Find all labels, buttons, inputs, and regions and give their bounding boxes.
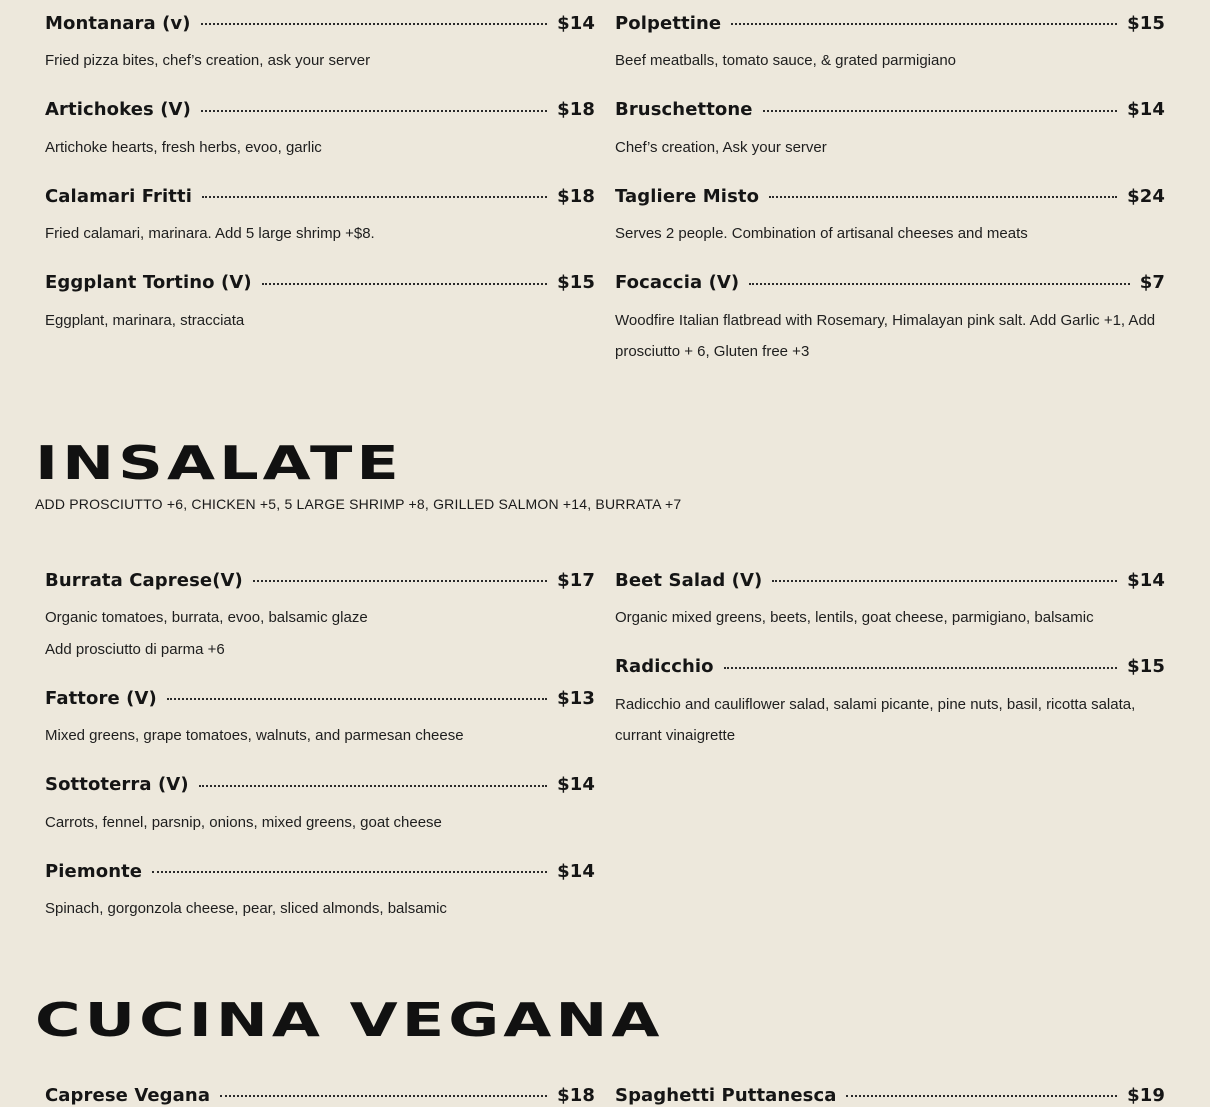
menu-item-price: $14 xyxy=(1127,569,1165,591)
menu-item-description xyxy=(45,218,595,250)
menu-item-header xyxy=(615,271,1165,295)
menu-item-header xyxy=(45,686,595,710)
menu-item-description xyxy=(45,602,595,665)
menu-item-name: Tagliere Misto xyxy=(615,185,760,207)
menu-item-header xyxy=(45,1083,595,1107)
menu-item-name: Spaghetti Puttanesca xyxy=(615,1084,837,1106)
menu-item xyxy=(615,98,1165,185)
leader-dots xyxy=(724,667,1117,669)
cucina-vegana-right-column xyxy=(615,1083,1165,1107)
menu-item-price: $15 xyxy=(1127,12,1165,34)
menu-item-price: $18 xyxy=(557,185,595,207)
menu-item-price: $18 xyxy=(557,1084,595,1106)
menu-item-name: Focaccia (V) xyxy=(615,272,740,293)
menu-item-name: Eggplant Tortino (V) xyxy=(45,272,252,293)
menu-item xyxy=(615,568,1165,655)
insalate-left-column xyxy=(45,568,595,946)
menu-item-description xyxy=(615,689,1165,752)
menu-item-price: $15 xyxy=(557,272,595,293)
menu-item-header xyxy=(45,271,595,295)
menu-item xyxy=(45,11,595,98)
leader-dots xyxy=(763,110,1118,112)
menu-item-description xyxy=(45,45,595,77)
leader-dots xyxy=(846,1095,1117,1097)
leader-dots xyxy=(749,283,1129,285)
menu-item xyxy=(45,568,595,686)
menu-item-description xyxy=(615,305,1165,368)
menu-item-description xyxy=(45,893,595,925)
description-line: Fried pizza bites, chef’s creation, ask your server xyxy=(45,52,371,69)
menu-item-name: Bruschettone xyxy=(615,99,753,120)
antipasti-right-column xyxy=(615,11,1165,389)
description-line: Radicchio and cauliflower salad, salami picante, pine nuts, basil, ricotta salata, currant vinaigrette xyxy=(615,695,1136,744)
leader-dots xyxy=(202,196,547,198)
menu-item xyxy=(615,271,1165,389)
description-line: Organic mixed greens, beets, lentils, goat cheese, parmigiano, balsamic xyxy=(615,609,1094,626)
menu-item-name: Calamari Fritti xyxy=(45,185,192,207)
insalate-menu-grid xyxy=(45,568,1165,946)
menu-item xyxy=(45,184,595,271)
menu-item-price: $14 xyxy=(557,12,595,34)
leader-dots xyxy=(201,23,548,25)
description-line: Add prosciutto di parma +6 xyxy=(45,640,225,658)
leader-dots xyxy=(772,580,1117,582)
menu-item-header xyxy=(45,98,595,122)
menu-item xyxy=(45,1083,595,1107)
description-line: Beef meatballs, tomato sauce, & grated parmigiano xyxy=(615,52,957,69)
menu-item-price: $14 xyxy=(557,860,595,882)
description-line: Artichoke hearts, fresh herbs, evoo, garlic xyxy=(45,138,322,156)
menu-item xyxy=(615,1083,1165,1107)
description-line: Serves 2 people. Combination of artisanal cheeses and meats xyxy=(615,225,1028,242)
menu-item-name: Polpettine xyxy=(615,12,722,34)
leader-dots xyxy=(199,785,547,787)
menu-item-description xyxy=(615,45,1165,77)
menu-item-description xyxy=(45,807,595,839)
menu-item-price: $17 xyxy=(557,569,595,591)
menu-item-header xyxy=(615,1083,1165,1107)
menu-item-price: $13 xyxy=(557,687,595,709)
menu-item-price: $15 xyxy=(1127,656,1165,677)
leader-dots xyxy=(220,1095,547,1097)
menu-item-name: Radicchio xyxy=(615,656,714,677)
menu-item-name: Beet Salad (V) xyxy=(615,569,763,591)
menu-item-name: Caprese Vegana xyxy=(45,1084,211,1106)
menu-item-name: Montanara (v) xyxy=(45,12,191,34)
section-title-cucina-vegana: CUCINA VEGANA xyxy=(35,993,664,1047)
menu-item-header xyxy=(615,11,1165,35)
section-title-insalate: INSALATE xyxy=(35,436,403,490)
menu-item-header xyxy=(615,568,1165,592)
menu-item xyxy=(45,859,595,946)
menu-item-price: $7 xyxy=(1139,272,1165,293)
menu-item xyxy=(45,98,595,185)
leader-dots xyxy=(731,23,1117,25)
leader-dots xyxy=(167,698,547,700)
menu-item xyxy=(615,184,1165,271)
menu-item-header xyxy=(45,773,595,797)
menu-item-description xyxy=(45,720,595,752)
section-subtitle-insalate: ADD PROSCIUTTO +6, CHICKEN +5, 5 LARGE SHRIMP +8, GRILLED SALMON +14, BURRATA +7 xyxy=(35,496,682,512)
menu-item-header xyxy=(615,655,1165,679)
menu-item xyxy=(615,11,1165,98)
leader-dots xyxy=(152,871,547,873)
leader-dots xyxy=(253,580,547,582)
leader-dots xyxy=(201,110,547,112)
menu-item-name: Artichokes (V) xyxy=(45,99,191,120)
menu-item-name: Fattore (V) xyxy=(45,687,157,709)
description-line: Mixed greens, grape tomatoes, walnuts, and parmesan cheese xyxy=(45,727,464,744)
menu-item-header xyxy=(615,98,1165,122)
menu-item-price: $14 xyxy=(557,774,595,795)
description-line: Chef’s creation, Ask your server xyxy=(615,138,827,156)
menu-item-header xyxy=(45,568,595,592)
description-line: Fried calamari, marinara. Add 5 large shrimp +$8. xyxy=(45,225,375,242)
cucina-vegana-left-column xyxy=(45,1083,595,1107)
description-line: Woodfire Italian flatbread with Rosemary, Himalayan pink salt. Add Garlic +1, Add prosciutto + 6, Gluten free +3 xyxy=(615,311,1156,360)
menu-item xyxy=(45,271,595,358)
menu-item-price: $19 xyxy=(1127,1084,1165,1106)
menu-item xyxy=(615,655,1165,773)
menu-item-price: $18 xyxy=(557,99,595,120)
menu-item-header xyxy=(45,859,595,883)
description-line: Organic tomatoes, burrata, evoo, balsamic glaze xyxy=(45,609,368,626)
cucina-vegana-menu-grid xyxy=(45,1083,1165,1107)
leader-dots xyxy=(262,283,547,285)
menu-item-description xyxy=(45,305,595,337)
menu-item xyxy=(45,773,595,860)
insalate-right-column xyxy=(615,568,1165,946)
menu-item-price: $14 xyxy=(1127,99,1165,120)
description-line: Carrots, fennel, parsnip, onions, mixed greens, goat cheese xyxy=(45,813,442,831)
description-line: Eggplant, marinara, stracciata xyxy=(45,311,245,329)
menu-item xyxy=(45,686,595,773)
leader-dots xyxy=(769,196,1117,198)
menu-item-description xyxy=(615,602,1165,634)
menu-item-name: Burrata Caprese(V) xyxy=(45,569,243,591)
antipasti-left-column xyxy=(45,11,595,389)
menu-item-description xyxy=(615,218,1165,250)
menu-item-header xyxy=(615,184,1165,208)
description-line: Spinach, gorgonzola cheese, pear, sliced almonds, balsamic xyxy=(45,900,447,917)
menu-item-name: Sottoterra (V) xyxy=(45,774,189,795)
menu-item-header xyxy=(45,184,595,208)
menu-item-price: $24 xyxy=(1127,185,1165,207)
menu-item-header xyxy=(45,11,595,35)
menu-item-description xyxy=(45,132,595,164)
menu-item-description xyxy=(615,132,1165,164)
antipasti-menu-grid xyxy=(45,11,1165,389)
menu-item-name: Piemonte xyxy=(45,860,143,882)
